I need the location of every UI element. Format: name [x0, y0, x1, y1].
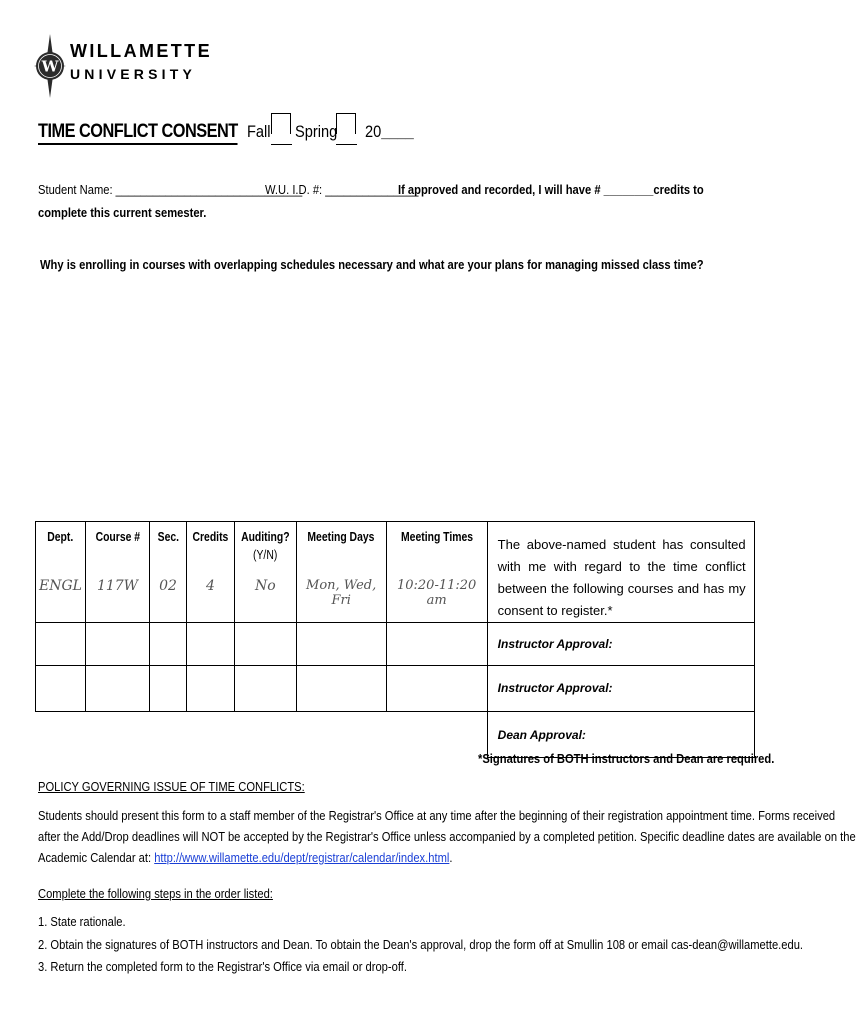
page-title: TIME CONFLICT CONSENT — [38, 121, 238, 145]
example-dept: ENGL — [39, 578, 82, 594]
dean-approval-label: Dean Approval: — [497, 728, 586, 742]
row2-credits[interactable] — [187, 666, 235, 712]
row1-credits[interactable] — [187, 623, 235, 666]
header-auditing-cell: Auditing? (Y/N) No — [235, 522, 297, 623]
rationale-question: Why is enrolling in courses with overlapping schedules necessary and what are your plans for managing missed class time? — [40, 257, 704, 272]
instructor-approval-2-cell[interactable] — [487, 666, 754, 712]
step-item-1: 1. State rationale. — [38, 914, 126, 929]
header-credits-cell: Credits 4 — [187, 522, 235, 623]
row1-auditing[interactable] — [235, 623, 297, 666]
term-spring-checkbox[interactable] — [336, 113, 356, 134]
term-spring-label: Spring — [295, 122, 338, 141]
example-course: 117W — [96, 578, 139, 594]
consent-statement: The above-named student has consulted with me with regard to the time conflict between the following courses and has my consent to register.* — [497, 537, 746, 618]
policy-line-1: Students should present this form to a staff member of the Registrar's Office at any time after the beginning of their registration appointment time. Forms received — [38, 808, 836, 823]
empty-spacer — [36, 712, 488, 758]
row2-days[interactable] — [296, 666, 386, 712]
policy-line-3: Academic Calendar at: http://www.willamette.edu/dept/registrar/calendar/index.html. — [38, 850, 453, 865]
example-sec: 02 — [159, 578, 177, 594]
instructor-approval-2-label: Instructor Approval: — [497, 681, 613, 695]
credits-field[interactable]: If approved and recorded, I will have # ________credits to — [398, 182, 704, 197]
credits-field-continued: complete this current semester. — [38, 205, 207, 220]
example-auditing: No — [254, 578, 276, 594]
example-times: 10:20-11:20 am — [396, 578, 477, 608]
instructor-approval-1-label: Instructor Approval: — [497, 637, 613, 651]
svg-text:W: W — [41, 57, 59, 76]
signatures-note: *Signatures of BOTH instructors and Dean are required. — [478, 751, 775, 766]
row2-dept[interactable] — [36, 666, 86, 712]
term-fall-checkbox-base — [271, 144, 292, 145]
row2-times[interactable] — [386, 666, 487, 712]
example-days: Mon, Wed, Fri — [306, 578, 377, 608]
row1-dept[interactable] — [36, 623, 86, 666]
header-course-cell: Course # 117W — [86, 522, 150, 623]
steps-heading: Complete the following steps in the order listed: — [38, 886, 273, 901]
logo-wordmark-line1: WILLAMETTE — [70, 41, 212, 61]
header-sec-cell: Sec. 02 — [150, 522, 187, 623]
logo-wordmark-line2: UNIVERSITY — [70, 66, 197, 82]
wu-id-field[interactable]: W.U. I.D. #: _______________ — [265, 182, 419, 197]
step-item-2: 2. Obtain the signatures of BOTH instructors and Dean. To obtain the Dean's approval, drop the form off at Smullin 108 or email cas-dean@willamette.edu. — [38, 937, 804, 952]
header-dept-cell: Dept. ENGL — [36, 522, 86, 623]
header-days-cell: Meeting Days Mon, Wed, Fri — [296, 522, 386, 623]
term-fall-label: Fall — [247, 122, 271, 141]
row2-sec[interactable] — [150, 666, 187, 712]
row2-course[interactable] — [86, 666, 150, 712]
row1-days[interactable] — [296, 623, 386, 666]
policy-line-2: after the Add/Drop deadlines will NOT be accepted by the Registrar's Office unless accompanied by a completed petition. Specific deadline dates are available on the — [38, 829, 856, 844]
step-item-3: 3. Return the completed form to the Registrar's Office via email or drop-off. — [38, 959, 407, 974]
policy-heading: POLICY GOVERNING ISSUE OF TIME CONFLICTS: — [38, 779, 305, 794]
year-field[interactable]: ____ — [381, 122, 414, 141]
rationale-answer-area[interactable] — [38, 280, 728, 510]
year-label: 20____ — [365, 122, 414, 141]
registrar-calendar-link[interactable]: http://www.willamette.edu/dept/registrar/calendar/index.html — [154, 850, 450, 865]
row1-sec[interactable] — [150, 623, 187, 666]
compass-emblem-icon — [34, 34, 74, 98]
term-fall-checkbox[interactable] — [271, 113, 291, 134]
row2-auditing[interactable] — [235, 666, 297, 712]
course-table — [35, 521, 755, 758]
consent-statement-cell — [487, 522, 754, 623]
term-spring-checkbox-base — [336, 144, 357, 145]
instructor-approval-1-cell[interactable] — [487, 623, 754, 666]
example-credits: 4 — [206, 578, 215, 594]
header-times-cell: Meeting Times 10:20-11:20 am — [386, 522, 487, 623]
row1-times[interactable] — [386, 623, 487, 666]
student-name-field[interactable]: Student Name: ______________________________ — [38, 182, 303, 197]
row1-course[interactable] — [86, 623, 150, 666]
